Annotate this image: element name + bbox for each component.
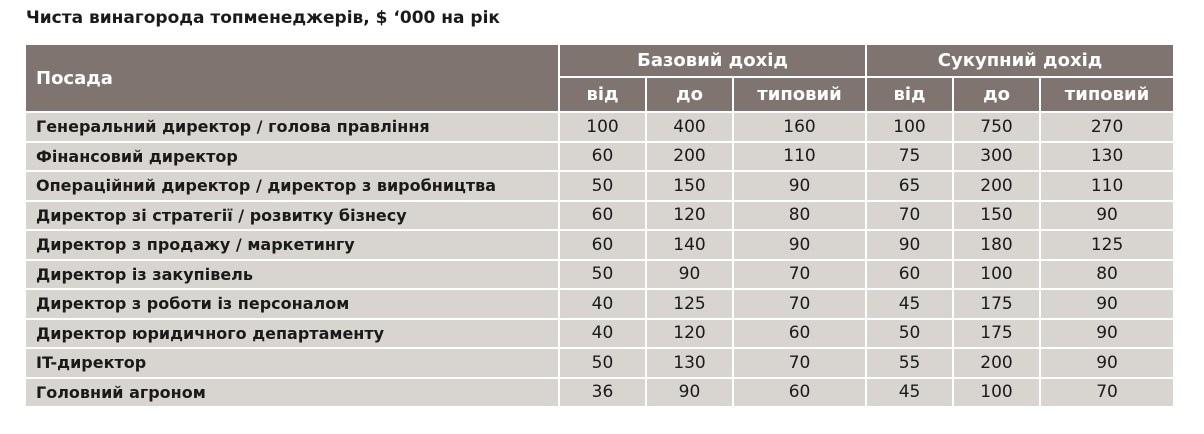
base-to-cell: 120 (646, 319, 733, 349)
base-typical-cell: 70 (733, 260, 866, 290)
salary-table (26, 45, 1173, 406)
total-typical-cell: 90 (1040, 319, 1173, 349)
total-from-cell: 45 (866, 289, 953, 319)
base-to-cell: 90 (646, 378, 733, 407)
base-typical-cell: 80 (733, 201, 866, 231)
table-row (26, 378, 1173, 407)
table-row (26, 348, 1173, 378)
total-typical-cell: 110 (1040, 171, 1173, 201)
total-from-cell: 90 (866, 230, 953, 260)
base-typical-cell: 60 (733, 319, 866, 349)
base-typical-cell: 70 (733, 289, 866, 319)
position-cell: Операційний директор / директор з виробництва (26, 171, 559, 201)
column-header-total-to: до (953, 77, 1040, 112)
total-from-cell: 50 (866, 319, 953, 349)
table-row (26, 142, 1173, 172)
base-to-cell: 200 (646, 142, 733, 172)
position-cell: Директор із закупівель (26, 260, 559, 290)
position-cell: IT-директор (26, 348, 559, 378)
base-to-cell: 400 (646, 112, 733, 142)
table-row (26, 260, 1173, 290)
position-cell: Фінансовий директор (26, 142, 559, 172)
base-from-cell: 50 (559, 171, 646, 201)
base-from-cell: 36 (559, 378, 646, 407)
total-to-cell: 200 (953, 348, 1040, 378)
base-typical-cell: 70 (733, 348, 866, 378)
base-typical-cell: 160 (733, 112, 866, 142)
total-typical-cell: 70 (1040, 378, 1173, 407)
column-header-total-from: від (866, 77, 953, 112)
position-cell: Генеральний директор / голова правління (26, 112, 559, 142)
base-from-cell: 40 (559, 319, 646, 349)
base-from-cell: 40 (559, 289, 646, 319)
total-from-cell: 55 (866, 348, 953, 378)
total-typical-cell: 90 (1040, 201, 1173, 231)
base-typical-cell: 90 (733, 230, 866, 260)
column-header-base-to: до (646, 77, 733, 112)
table-row (26, 230, 1173, 260)
total-to-cell: 100 (953, 378, 1040, 407)
total-to-cell: 300 (953, 142, 1040, 172)
column-group-base-income: Базовий дохід (559, 45, 866, 77)
base-from-cell: 100 (559, 112, 646, 142)
total-to-cell: 180 (953, 230, 1040, 260)
base-typical-cell: 60 (733, 378, 866, 407)
total-to-cell: 750 (953, 112, 1040, 142)
total-to-cell: 175 (953, 319, 1040, 349)
table-row (26, 201, 1173, 231)
table-row (26, 289, 1173, 319)
total-to-cell: 150 (953, 201, 1040, 231)
column-header-base-typical: типовий (733, 77, 866, 112)
base-to-cell: 150 (646, 171, 733, 201)
total-from-cell: 65 (866, 171, 953, 201)
column-header-position: Посада (26, 45, 559, 112)
base-to-cell: 130 (646, 348, 733, 378)
total-from-cell: 45 (866, 378, 953, 407)
base-typical-cell: 90 (733, 171, 866, 201)
base-to-cell: 90 (646, 260, 733, 290)
total-typical-cell: 125 (1040, 230, 1173, 260)
total-typical-cell: 270 (1040, 112, 1173, 142)
total-from-cell: 60 (866, 260, 953, 290)
total-typical-cell: 80 (1040, 260, 1173, 290)
total-to-cell: 175 (953, 289, 1040, 319)
total-typical-cell: 130 (1040, 142, 1173, 172)
base-from-cell: 60 (559, 142, 646, 172)
position-cell: Директор з продажу / маркетингу (26, 230, 559, 260)
column-header-base-from: від (559, 77, 646, 112)
page-title: Чиста винагорода топменеджерів, $ ‘000 на рік (26, 8, 500, 28)
base-typical-cell: 110 (733, 142, 866, 172)
column-group-total-income: Сукупний дохід (866, 45, 1173, 77)
table-row (26, 171, 1173, 201)
total-from-cell: 70 (866, 201, 953, 231)
base-from-cell: 60 (559, 201, 646, 231)
position-cell: Головний агроном (26, 378, 559, 407)
base-to-cell: 125 (646, 289, 733, 319)
total-typical-cell: 90 (1040, 348, 1173, 378)
total-to-cell: 100 (953, 260, 1040, 290)
header-row-groups (26, 45, 1173, 77)
total-typical-cell: 90 (1040, 289, 1173, 319)
position-cell: Директор з роботи із персоналом (26, 289, 559, 319)
base-from-cell: 60 (559, 230, 646, 260)
column-header-total-typical: типовий (1040, 77, 1173, 112)
base-to-cell: 140 (646, 230, 733, 260)
position-cell: Директор юридичного департаменту (26, 319, 559, 349)
total-from-cell: 75 (866, 142, 953, 172)
total-from-cell: 100 (866, 112, 953, 142)
base-from-cell: 50 (559, 348, 646, 378)
table-row (26, 112, 1173, 142)
table-row (26, 319, 1173, 349)
position-cell: Директор зі стратегії / розвитку бізнесу (26, 201, 559, 231)
base-to-cell: 120 (646, 201, 733, 231)
total-to-cell: 200 (953, 171, 1040, 201)
table-body (26, 112, 1173, 406)
base-from-cell: 50 (559, 260, 646, 290)
